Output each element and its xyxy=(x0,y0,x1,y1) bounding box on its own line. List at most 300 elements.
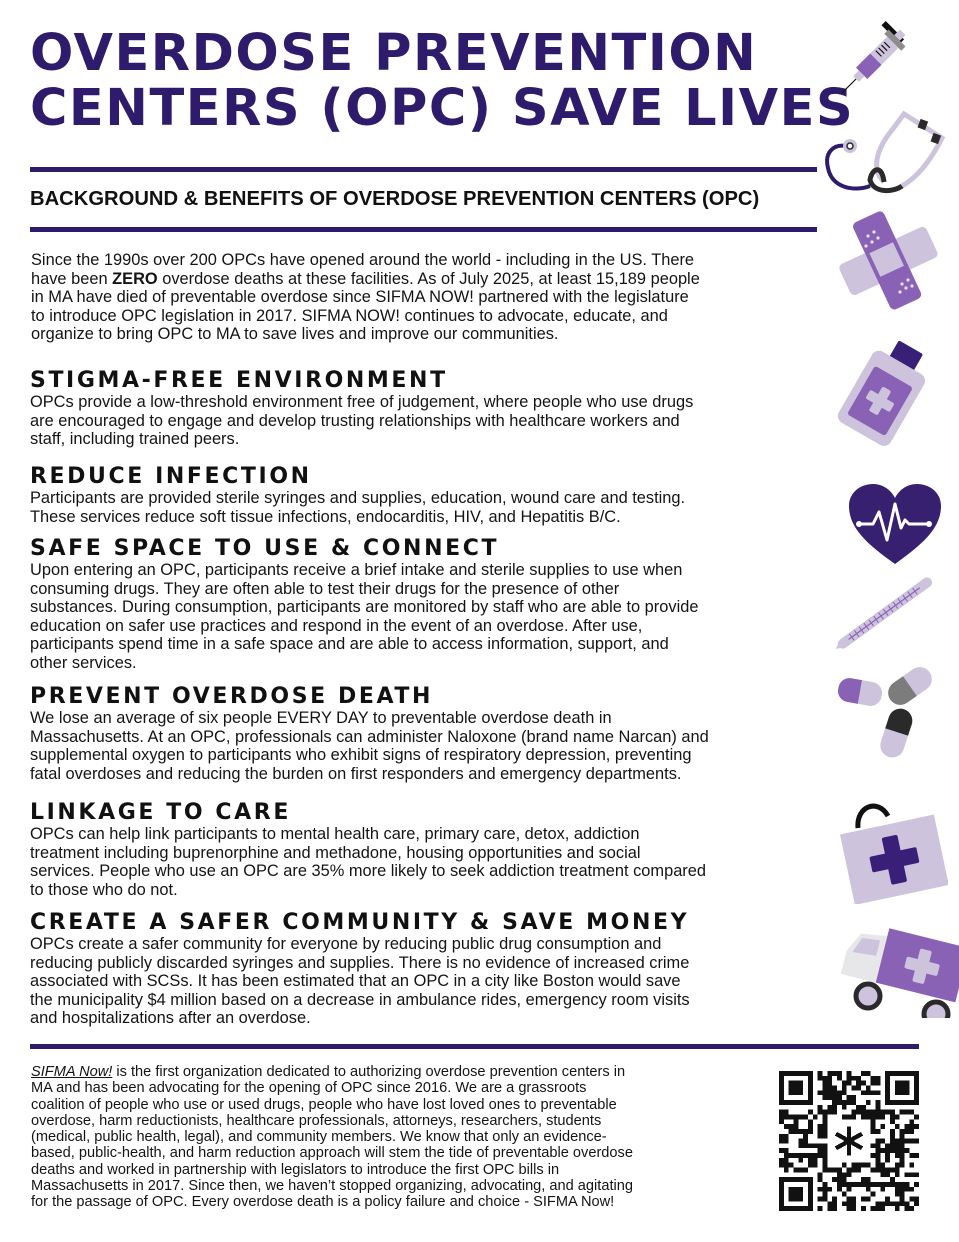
qr-module xyxy=(866,1071,871,1076)
qr-module xyxy=(803,1168,808,1173)
qr-module xyxy=(837,1168,842,1173)
qr-module xyxy=(880,1182,885,1187)
qr-module xyxy=(905,1139,910,1144)
qr-module xyxy=(914,1124,919,1129)
qr-module xyxy=(818,1076,823,1081)
qr-module xyxy=(779,1134,784,1139)
qr-module xyxy=(871,1124,876,1129)
qr-module xyxy=(871,1168,876,1173)
qr-module xyxy=(876,1139,881,1144)
qr-module xyxy=(890,1119,895,1124)
qr-module xyxy=(847,1172,852,1177)
qr-module xyxy=(876,1114,881,1119)
qr-module xyxy=(909,1119,914,1124)
page-title xyxy=(30,24,855,138)
qr-module xyxy=(784,1139,789,1144)
section-heading: PREVENT OVERDOSE DEATH xyxy=(30,684,434,709)
zero-emphasis: ZERO xyxy=(112,269,158,288)
qr-module xyxy=(822,1158,827,1163)
qr-module xyxy=(832,1168,837,1173)
qr-module xyxy=(818,1172,823,1177)
qr-module xyxy=(832,1206,837,1211)
qr-module xyxy=(847,1114,852,1119)
qr-module xyxy=(895,1114,900,1119)
qr-module xyxy=(895,1163,900,1168)
qr-module xyxy=(895,1201,900,1206)
qr-module xyxy=(818,1090,823,1095)
qr-module xyxy=(880,1172,885,1177)
qr-module xyxy=(803,1129,808,1134)
qr-module xyxy=(861,1105,866,1110)
qr-module xyxy=(837,1090,842,1095)
qr-module xyxy=(842,1105,847,1110)
qr-module xyxy=(832,1090,837,1095)
qr-module xyxy=(876,1168,881,1173)
qr-module xyxy=(871,1119,876,1124)
qr-module xyxy=(851,1085,856,1090)
section-heading: CREATE A SAFER COMMUNITY & SAVE MONEY xyxy=(30,910,690,935)
thermometer-icon xyxy=(826,568,944,658)
qr-module xyxy=(876,1110,881,1115)
qr-module xyxy=(856,1182,861,1187)
qr-module xyxy=(871,1153,876,1158)
qr-module xyxy=(871,1090,876,1095)
intro-paragraph xyxy=(31,251,831,344)
ambulance-icon xyxy=(840,918,959,1018)
qr-module xyxy=(876,1129,881,1134)
qr-module xyxy=(861,1110,866,1115)
qr-module xyxy=(847,1076,852,1081)
qr-module xyxy=(822,1197,827,1202)
qr-module xyxy=(808,1124,813,1129)
qr-module xyxy=(900,1163,905,1168)
qr-module xyxy=(822,1168,827,1173)
qr-module xyxy=(793,1168,798,1173)
qr-module xyxy=(813,1114,818,1119)
qr-module xyxy=(827,1105,832,1110)
qr-module xyxy=(827,1201,832,1206)
qr-module xyxy=(876,1100,881,1105)
medicine-bottle-icon xyxy=(832,338,937,450)
qr-module xyxy=(803,1143,808,1148)
qr-module xyxy=(827,1076,832,1081)
qr-module xyxy=(876,1206,881,1211)
qr-module xyxy=(876,1153,881,1158)
title-line-1: OVERDOSE PREVENTION xyxy=(30,24,758,83)
qr-module xyxy=(890,1148,895,1153)
qr-module xyxy=(827,1206,832,1211)
qr-module xyxy=(832,1201,837,1206)
qr-module xyxy=(876,1090,881,1095)
qr-module xyxy=(890,1139,895,1144)
qr-module xyxy=(866,1163,871,1168)
qr-module xyxy=(822,1085,827,1090)
qr-module xyxy=(822,1129,827,1134)
qr-module xyxy=(818,1148,823,1153)
qr-module xyxy=(818,1206,823,1211)
qr-module xyxy=(909,1172,914,1177)
qr-module xyxy=(847,1182,852,1187)
qr-module xyxy=(905,1129,910,1134)
qr-module xyxy=(847,1095,852,1100)
qr-module xyxy=(890,1114,895,1119)
qr-module xyxy=(822,1153,827,1158)
qr-module xyxy=(909,1124,914,1129)
qr-module xyxy=(808,1163,813,1168)
qr-module xyxy=(842,1201,847,1206)
qr-module xyxy=(818,1187,823,1192)
qr-module xyxy=(842,1081,847,1086)
qr-module xyxy=(837,1076,842,1081)
qr-module xyxy=(861,1081,866,1086)
qr-module xyxy=(914,1153,919,1158)
qr-module xyxy=(779,1110,784,1115)
qr-module xyxy=(890,1182,895,1187)
qr-module xyxy=(803,1134,808,1139)
qr-module xyxy=(808,1158,813,1163)
qr-module xyxy=(784,1134,789,1139)
qr-module xyxy=(909,1197,914,1202)
qr-module xyxy=(822,1114,827,1119)
qr-module xyxy=(866,1100,871,1105)
qr-module xyxy=(890,1110,895,1115)
section-heading: REDUCE INFECTION xyxy=(30,464,312,489)
qr-module xyxy=(837,1172,842,1177)
qr-module xyxy=(808,1119,813,1124)
intro-line: have been ZERO overdose deaths at these facilities. As of July 2025, at least 15,189 people xyxy=(31,269,700,288)
qr-module xyxy=(851,1163,856,1168)
qr-module xyxy=(880,1148,885,1153)
qr-module xyxy=(832,1197,837,1202)
qr-module xyxy=(798,1114,803,1119)
sifma-now-link[interactable]: SIFMA Now! xyxy=(31,1064,113,1080)
section-body: OPCs create a safer community for everyone by reducing public drug consumption and reducing publicly discarded syringes and supplies. There is no evidence of increased crime associated with SCSs. It has been estimated that an OPC in a city like Boston would save the municipality $4 million based on a decrease in ambulance rides, emergency room visits and hospitalizations after an overdose. xyxy=(30,935,690,1028)
qr-module xyxy=(827,1090,832,1095)
qr-module xyxy=(856,1110,861,1115)
qr-module xyxy=(822,1163,827,1168)
qr-module xyxy=(880,1110,885,1115)
qr-module xyxy=(909,1206,914,1211)
qr-module xyxy=(827,1085,832,1090)
qr-module xyxy=(895,1143,900,1148)
qr-code[interactable] xyxy=(779,1071,919,1211)
qr-module xyxy=(895,1148,900,1153)
qr-module xyxy=(866,1114,871,1119)
qr-module xyxy=(784,1110,789,1115)
stethoscope-icon xyxy=(824,108,949,198)
qr-module xyxy=(832,1085,837,1090)
qr-module xyxy=(789,1163,794,1168)
qr-module xyxy=(890,1143,895,1148)
qr-module xyxy=(784,1163,789,1168)
qr-module xyxy=(909,1153,914,1158)
qr-module xyxy=(813,1158,818,1163)
qr-module xyxy=(798,1143,803,1148)
qr-module xyxy=(818,1177,823,1182)
qr-module xyxy=(880,1206,885,1211)
qr-module xyxy=(880,1114,885,1119)
qr-module xyxy=(895,1206,900,1211)
qr-module xyxy=(890,1201,895,1206)
qr-module xyxy=(793,1114,798,1119)
qr-module xyxy=(784,1168,789,1173)
qr-module xyxy=(827,1110,832,1115)
qr-module xyxy=(866,1090,871,1095)
qr-module xyxy=(856,1081,861,1086)
qr-module xyxy=(822,1119,827,1124)
section-prevent-overdose xyxy=(30,685,830,783)
intro-line: Since the 1990s over 200 OPCs have opened around the world - including in the US. There xyxy=(31,251,695,269)
qr-module xyxy=(914,1114,919,1119)
intro-line: to introduce OPC legislation in 2017. SIFMA NOW! continues to advocate, educate, and xyxy=(31,306,668,325)
qr-module xyxy=(880,1139,885,1144)
qr-module xyxy=(827,1071,832,1076)
qr-module xyxy=(837,1071,842,1076)
qr-module xyxy=(861,1197,866,1202)
qr-module xyxy=(876,1182,881,1187)
qr-module xyxy=(914,1197,919,1202)
qr-module xyxy=(827,1095,832,1100)
qr-module xyxy=(909,1129,914,1134)
qr-module xyxy=(861,1206,866,1211)
qr-module xyxy=(871,1143,876,1148)
qr-module xyxy=(798,1168,803,1173)
divider-top xyxy=(30,167,817,172)
qr-module xyxy=(861,1090,866,1095)
section-body: We lose an average of six people EVERY DAY to preventable overdose death in Massachusetts. At an OPC, professionals can administer Naloxone (brand name Narcan) and supplemental oxygen to participants who exhibit signs of respiratory depression, preventing fatal overdoses and reducing the burden on first responders and emergency departments. xyxy=(30,709,709,783)
qr-module xyxy=(871,1129,876,1134)
qr-module xyxy=(784,1148,789,1153)
qr-module xyxy=(818,1105,823,1110)
qr-module xyxy=(832,1110,837,1115)
qr-module xyxy=(876,1081,881,1086)
qr-module xyxy=(900,1143,905,1148)
qr-module xyxy=(895,1182,900,1187)
qr-module xyxy=(866,1187,871,1192)
qr-module xyxy=(880,1124,885,1129)
qr-module xyxy=(861,1182,866,1187)
qr-module xyxy=(851,1201,856,1206)
qr-module xyxy=(818,1124,823,1129)
qr-module xyxy=(905,1148,910,1153)
qr-module xyxy=(842,1163,847,1168)
qr-module xyxy=(818,1071,823,1076)
qr-module xyxy=(895,1192,900,1197)
qr-module xyxy=(803,1114,808,1119)
qr-module xyxy=(900,1134,905,1139)
qr-module xyxy=(861,1177,866,1182)
qr-module xyxy=(827,1187,832,1192)
qr-module xyxy=(885,1110,890,1115)
qr-module xyxy=(847,1187,852,1192)
qr-module xyxy=(851,1206,856,1211)
qr-module xyxy=(876,1158,881,1163)
qr-module xyxy=(900,1129,905,1134)
section-linkage-to-care xyxy=(30,801,830,899)
qr-module xyxy=(909,1139,914,1144)
qr-module xyxy=(914,1182,919,1187)
section-heading: STIGMA-FREE ENVIRONMENT xyxy=(30,368,448,393)
qr-module xyxy=(789,1153,794,1158)
qr-module xyxy=(813,1153,818,1158)
qr-module xyxy=(851,1114,856,1119)
qr-module xyxy=(793,1129,798,1134)
qr-module xyxy=(866,1110,871,1115)
qr-module xyxy=(822,1192,827,1197)
qr-module xyxy=(876,1148,881,1153)
qr-module xyxy=(822,1143,827,1148)
intro-line: organize to bring OPC to MA to save lives and improve our communities. xyxy=(31,325,559,344)
qr-module xyxy=(905,1182,910,1187)
qr-module xyxy=(798,1139,803,1144)
qr-module xyxy=(842,1172,847,1177)
qr-module xyxy=(822,1090,827,1095)
qr-module xyxy=(837,1095,842,1100)
section-body: OPCs provide a low-threshold environment free of judgement, where people who use drugs are encouraged to engage and develop trusting relationships with healthcare workers and staff, including trained peers. xyxy=(30,393,694,449)
section-subtitle: BACKGROUND & BENEFITS OF OVERDOSE PREVENTION CENTERS (OPC) xyxy=(30,187,760,210)
qr-module xyxy=(832,1177,837,1182)
qr-module xyxy=(900,1153,905,1158)
qr-module xyxy=(832,1105,837,1110)
qr-module xyxy=(832,1095,837,1100)
section-body: OPCs can help link participants to mental health care, primary care, detox, addiction treatment including buprenorphine and methadone, housing opportunities and social services. People who use an OPC are 35% more likely to seek addiction treatment compared to those who do not. xyxy=(30,825,706,899)
qr-module xyxy=(827,1081,832,1086)
qr-module xyxy=(905,1187,910,1192)
qr-module xyxy=(876,1143,881,1148)
pills-icon xyxy=(834,664,936,764)
qr-module xyxy=(871,1192,876,1197)
qr-module xyxy=(808,1153,813,1158)
qr-module xyxy=(905,1206,910,1211)
qr-module xyxy=(818,1134,823,1139)
qr-module xyxy=(890,1129,895,1134)
qr-module xyxy=(909,1110,914,1115)
qr-module xyxy=(842,1177,847,1182)
qr-module xyxy=(847,1100,852,1105)
qr-module xyxy=(856,1076,861,1081)
qr-module xyxy=(837,1187,842,1192)
qr-module xyxy=(813,1163,818,1168)
qr-module xyxy=(798,1153,803,1158)
qr-module xyxy=(784,1114,789,1119)
qr-module xyxy=(779,1114,784,1119)
qr-module xyxy=(914,1201,919,1206)
qr-module xyxy=(847,1168,852,1173)
footer-paragraph: SIFMA Now! is the first organization dedicated to authorizing overdose prevention centers in MA and has been advocating for the opening of OPC since 2016. We are a grassroots coalition of people who use or used drugs, people who have lost loved ones to preventable overdose, harm reductionists, healthcare professionals, attorneys, researchers, students (medical, public health, legal), and community members. We know that only an evidence- based, public-health, and harm reduction approach will stem the tide of preventable overdose deaths and worked in partnership with legislators to introduce the first OPC bills in Massachusetts in 2017. Since then, we haven’t stopped organizing, advocating, and agitating for the passage of OPC. Every overdose death is a policy failure and choice - SIFMA Now! xyxy=(31,1064,633,1211)
qr-module xyxy=(793,1124,798,1129)
qr-module xyxy=(793,1119,798,1124)
qr-module xyxy=(779,1119,784,1124)
qr-module xyxy=(885,1148,890,1153)
qr-module xyxy=(822,1148,827,1153)
section-body: Participants are provided sterile syringes and supplies, education, wound care and testing. These services reduce soft tissue infections, endocarditis, HIV, and Hepatitis B/C. xyxy=(30,489,686,526)
qr-module xyxy=(832,1071,837,1076)
first-aid-kit-icon xyxy=(838,792,948,904)
section-heading: LINKAGE TO CARE xyxy=(30,800,291,825)
qr-module xyxy=(876,1076,881,1081)
qr-module xyxy=(905,1201,910,1206)
qr-module xyxy=(905,1172,910,1177)
qr-module xyxy=(900,1192,905,1197)
qr-module xyxy=(880,1187,885,1192)
qr-module xyxy=(842,1090,847,1095)
qr-module xyxy=(895,1168,900,1173)
qr-module xyxy=(890,1177,895,1182)
qr-module xyxy=(885,1197,890,1202)
qr-module xyxy=(851,1110,856,1115)
qr-module xyxy=(822,1110,827,1115)
qr-module xyxy=(851,1100,856,1105)
qr-module xyxy=(871,1110,876,1115)
qr-module xyxy=(876,1105,881,1110)
qr-module xyxy=(822,1134,827,1139)
section-reduce-infection xyxy=(30,465,830,526)
qr-module xyxy=(779,1158,784,1163)
qr-module xyxy=(895,1139,900,1144)
qr-module xyxy=(808,1110,813,1115)
qr-module xyxy=(803,1153,808,1158)
qr-module xyxy=(779,1148,784,1153)
qr-module xyxy=(837,1177,842,1182)
qr-module xyxy=(871,1114,876,1119)
qr-module xyxy=(798,1129,803,1134)
qr-module xyxy=(890,1134,895,1139)
qr-module xyxy=(900,1158,905,1163)
qr-module xyxy=(909,1163,914,1168)
qr-module xyxy=(856,1168,861,1173)
qr-module xyxy=(822,1124,827,1129)
qr-module xyxy=(784,1153,789,1158)
syringe-icon xyxy=(830,0,940,100)
qr-module xyxy=(905,1124,910,1129)
qr-module xyxy=(842,1192,847,1197)
qr-module xyxy=(871,1076,876,1081)
section-body: Upon entering an OPC, participants receive a brief intake and sterile supplies to use when consuming drugs. They are often able to test their drugs for the presence of other substances. During consumption, participants are monitored by staff who are able to provide education on safer use practices and respond in the event of an overdose. After use, participants spend time in a safe space and are able to access information, support, and other services. xyxy=(30,561,699,672)
qr-module xyxy=(885,1143,890,1148)
qr-module xyxy=(885,1158,890,1163)
qr-module xyxy=(856,1085,861,1090)
qr-module xyxy=(876,1201,881,1206)
qr-module xyxy=(866,1197,871,1202)
qr-module xyxy=(900,1201,905,1206)
qr-module xyxy=(832,1100,837,1105)
qr-module xyxy=(822,1076,827,1081)
qr-module xyxy=(851,1168,856,1173)
divider-footer xyxy=(30,1044,919,1049)
qr-module xyxy=(842,1182,847,1187)
qr-module xyxy=(900,1139,905,1144)
qr-module xyxy=(851,1182,856,1187)
qr-module xyxy=(822,1187,827,1192)
qr-module xyxy=(842,1100,847,1105)
qr-module xyxy=(900,1182,905,1187)
qr-module xyxy=(808,1129,813,1134)
divider-subtitle xyxy=(30,227,817,232)
qr-module xyxy=(851,1076,856,1081)
qr-module xyxy=(784,1124,789,1129)
qr-module xyxy=(885,1182,890,1187)
qr-module xyxy=(880,1163,885,1168)
qr-module xyxy=(847,1206,852,1211)
section-safe-space xyxy=(30,537,830,673)
qr-module xyxy=(900,1148,905,1153)
qr-module xyxy=(822,1095,827,1100)
qr-module xyxy=(885,1153,890,1158)
qr-module xyxy=(880,1168,885,1173)
qr-module xyxy=(905,1110,910,1115)
qr-module xyxy=(793,1153,798,1158)
qr-module xyxy=(885,1168,890,1173)
